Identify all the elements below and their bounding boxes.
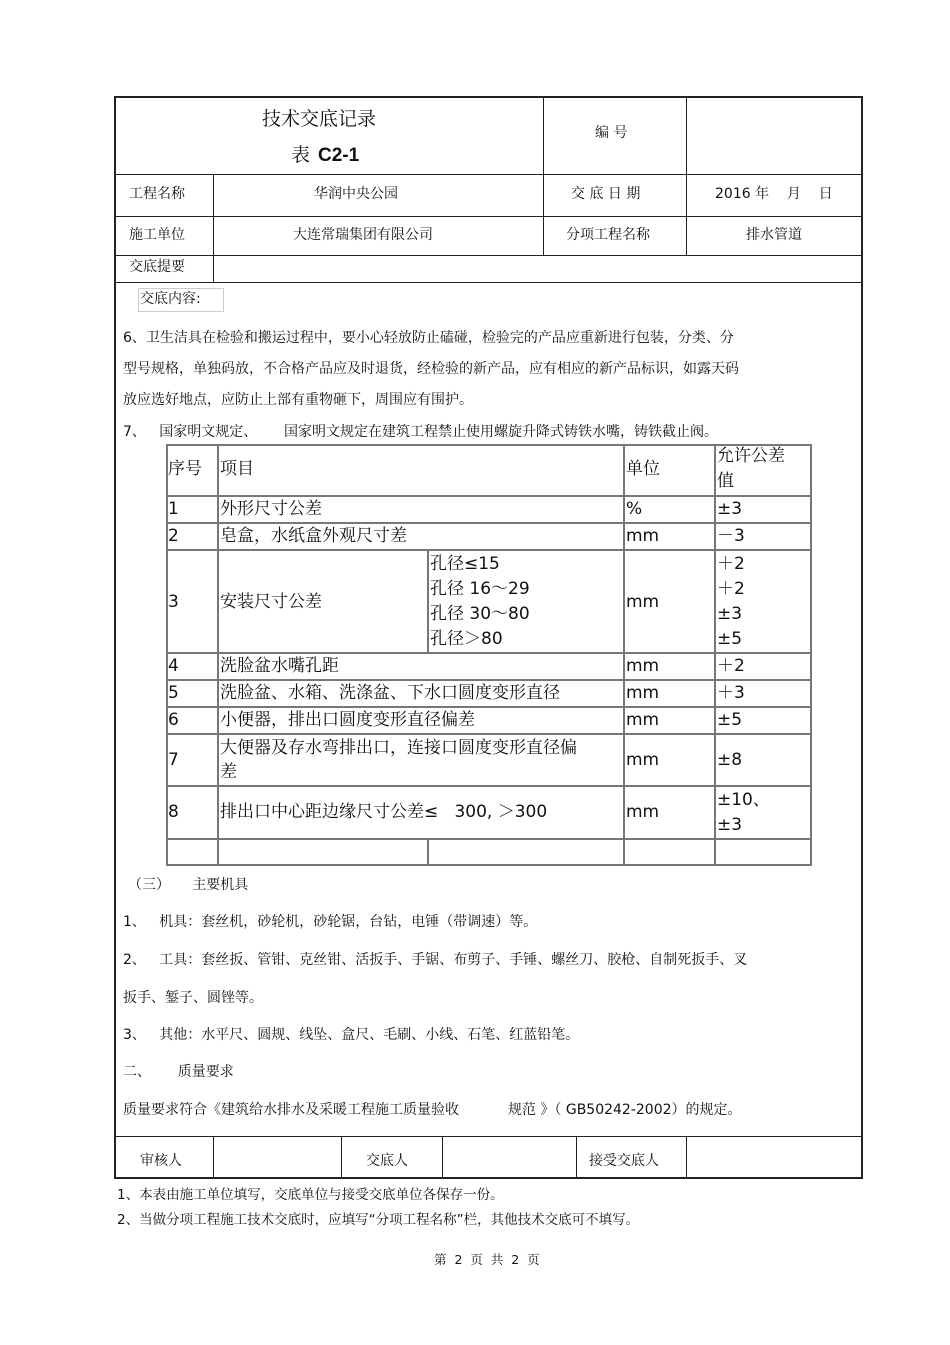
- discloser-signature-field[interactable]: [444, 1138, 574, 1176]
- row-item: 皂盒，水纸盒外观尺寸差: [220, 526, 407, 546]
- row-item: 安装尺寸公差: [220, 592, 322, 612]
- col-header-item: 项目: [220, 459, 254, 479]
- divider: [114, 216, 862, 217]
- divider: [114, 174, 862, 175]
- date-label: 交 底 日 期: [571, 186, 641, 202]
- row-item-cont: 差: [220, 762, 237, 782]
- quality-heading: 二、 质量要求: [123, 1064, 234, 1080]
- quality-text: 质量要求符合《建筑给水排水及采暖工程施工质量验收 规范 》（ GB50242-2002）的规定。: [123, 1102, 742, 1118]
- number-label: 编 号: [595, 125, 628, 141]
- row-no: 3: [168, 592, 179, 612]
- divider: [714, 444, 716, 866]
- col-header-tolerance-2: 值: [717, 471, 734, 491]
- row-item: 大便器及存水弯排出口，连接口圆度变形直径偏: [220, 738, 577, 758]
- col-header-unit: 单位: [626, 459, 660, 479]
- row-tolerance: ±5: [717, 629, 743, 649]
- machinery-line-2: 2、 工具：套丝扳、管钳、克丝钳、活扳手、手锯、布剪子、手锤、螺丝刀、胶枪、自制死扳手、叉: [123, 952, 748, 968]
- reviewer-signature-field[interactable]: [215, 1138, 339, 1176]
- row-item: 排出口中心距边缘尺寸公差≤ 300, ＞300: [220, 802, 548, 822]
- row-no: 1: [168, 499, 179, 519]
- form-border-bottom: [114, 1177, 863, 1179]
- subproject-label: 分项工程名称: [566, 227, 650, 243]
- row-item: 外形尺寸公差: [220, 499, 322, 519]
- row-no: 8: [168, 802, 179, 822]
- row-unit: mm: [626, 526, 660, 546]
- row-item: 小便器，排出口圆度变形直径偏差: [220, 710, 475, 730]
- divider: [442, 1136, 443, 1178]
- row-tolerance: ±3: [717, 604, 743, 624]
- row-unit: mm: [626, 802, 660, 822]
- row-unit: %: [626, 499, 643, 519]
- row-unit: mm: [626, 656, 660, 676]
- discloser-label: 交底人: [366, 1153, 408, 1169]
- note-1: 1、本表由施工单位填写，交底单位与接受交底单位各保存一份。: [117, 1187, 504, 1203]
- machinery-line-2-cont: 扳手、錾子、圆锉等。: [123, 990, 263, 1006]
- row-tolerance: －3: [717, 526, 745, 546]
- paragraph-7: 7、 国家明文规定、 国家明文规定在建筑工程禁止使用螺旋升降式铸铁水嘴，铸铁截止阀。: [123, 424, 718, 440]
- project-label: 工程名称: [129, 186, 185, 202]
- divider: [623, 444, 625, 866]
- paragraph-6-line-2: 型号规格，单独码放，不合格产品应及时退货，经检验的新产品，应有相应的新产品标识，如露天码: [123, 361, 739, 377]
- summary-label: 交底提要: [129, 259, 185, 275]
- unit-value[interactable]: 大连常瑞集团有限公司: [293, 227, 433, 243]
- row-no: 4: [168, 656, 179, 676]
- project-value[interactable]: 华润中央公园: [314, 186, 398, 202]
- divider: [686, 1136, 687, 1178]
- row-no: 5: [168, 683, 179, 703]
- form-border-top: [114, 96, 862, 98]
- divider: [114, 255, 862, 256]
- row-unit: mm: [626, 750, 660, 770]
- row-subitem: 孔径 30～80: [430, 604, 530, 624]
- machinery-line-1: 1、 机具：套丝机，砂轮机，砂轮锯，台钻，电锤（带调速）等。: [123, 914, 538, 930]
- row-tolerance: ＋2: [717, 579, 745, 599]
- receiver-signature-field[interactable]: [688, 1138, 860, 1176]
- reviewer-label: 审核人: [140, 1153, 182, 1169]
- col-header-no: 序号: [168, 459, 202, 479]
- row-no: 2: [168, 526, 179, 546]
- divider: [217, 444, 219, 866]
- divider: [114, 282, 862, 283]
- row-subitem: 孔径＞80: [430, 629, 503, 649]
- col-header-tolerance: 允许公差: [717, 446, 785, 466]
- row-no: 6: [168, 710, 179, 730]
- note-2: 2、当做分项工程施工技术交底时，应填写“分项工程名称”栏，其他技术交底可不填写。: [117, 1212, 640, 1228]
- divider: [213, 1136, 214, 1178]
- row-tolerance: ＋3: [717, 683, 745, 703]
- row-tolerance: ±10、: [717, 790, 770, 810]
- row-no: 7: [168, 750, 179, 770]
- row-subitem: 孔径≤15: [430, 554, 500, 574]
- form-border-left: [114, 96, 116, 1178]
- table-code: C2-1: [318, 145, 360, 166]
- form-title: 技术交底记录: [262, 108, 377, 130]
- date-value[interactable]: 2016 年 月 日: [715, 186, 833, 202]
- divider: [543, 96, 544, 256]
- row-tolerance: ＋2: [717, 656, 745, 676]
- divider: [427, 549, 429, 652]
- row-tolerance: ±8: [717, 750, 743, 770]
- subproject-value[interactable]: 排水管道: [746, 227, 802, 243]
- machinery-heading: （三） 主要机具: [128, 877, 249, 893]
- divider: [213, 174, 214, 282]
- form-border-right: [861, 96, 863, 1178]
- tolerance-table: [166, 444, 812, 866]
- receiver-label: 接受交底人: [589, 1153, 659, 1169]
- machinery-line-3: 3、 其他：水平尺、圆规、线坠、盒尺、毛刷、小线、石笔、红蓝铅笔。: [123, 1027, 580, 1043]
- row-subitem: 孔径 16～29: [430, 579, 530, 599]
- table-prefix: 表: [291, 144, 311, 166]
- row-item: 洗脸盆、水箱、洗涤盆、下水口圆度变形直径: [220, 683, 560, 703]
- divider: [114, 1136, 862, 1137]
- row-tolerance: ＋2: [717, 554, 745, 574]
- divider: [686, 96, 687, 256]
- divider: [576, 1136, 577, 1178]
- page-number: 第 2 页 共 2 页: [434, 1252, 540, 1267]
- row-unit: mm: [626, 710, 660, 730]
- divider: [427, 838, 429, 866]
- row-item: 洗脸盆水嘴孔距: [220, 656, 339, 676]
- row-tolerance: ±5: [717, 710, 743, 730]
- row-tolerance: ±3: [717, 499, 743, 519]
- unit-label: 施工单位: [129, 227, 185, 243]
- divider: [341, 1136, 342, 1178]
- row-unit: mm: [626, 683, 660, 703]
- paragraph-6-line-3: 放应选好地点，应防止上部有重物砸下，周围应有围护。: [123, 392, 473, 408]
- row-tolerance-2: ±3: [717, 815, 743, 835]
- paragraph-6-line-1: 6、卫生洁具在检验和搬运过程中，要小心轻放防止磕碰，检验完的产品应重新进行包装，分类、分: [123, 330, 734, 346]
- row-unit: mm: [626, 592, 660, 612]
- content-label: 交底内容:: [140, 291, 201, 307]
